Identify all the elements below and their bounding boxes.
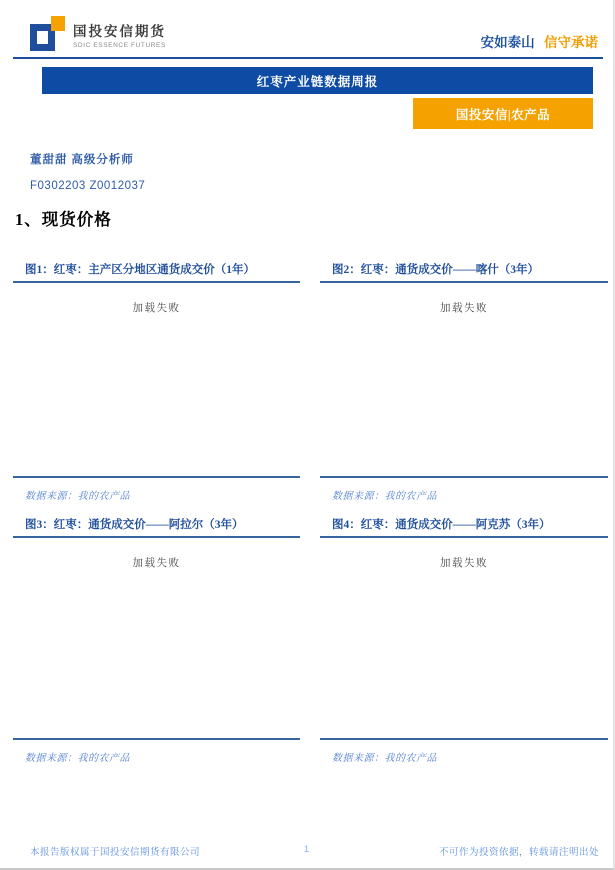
chart-source: 数据来源：我的农产品 [25, 753, 130, 764]
chart-title: 图3：红枣：通货成交价——阿拉尔（3年） [25, 518, 244, 531]
footer-disclaimer: 不可作为投资依据，转载请注明出处 [438, 848, 599, 858]
chart-load-failed-placeholder: 加载失败 [440, 558, 488, 569]
chart-area [320, 538, 608, 738]
chart-source: 数据来源：我的农产品 [332, 491, 437, 502]
category-banner: 国投安信|农产品 [413, 98, 593, 129]
analyst-name: 董甜甜 高级分析师 [30, 154, 134, 166]
chart-load-failed-placeholder: 加载失败 [132, 303, 181, 314]
slogan-blue-part: 安如泰山 [480, 35, 535, 50]
slogan-orange-part: 信守承诺 [544, 35, 598, 50]
chart-area [320, 283, 608, 476]
footer-copyright: 本报告版权属于国投安信期货有限公司 [30, 848, 201, 858]
chart-panel-1 [13, 256, 300, 502]
logo-orange-square-icon [51, 16, 65, 31]
chart-title: 图2：红枣：通货成交价——喀什（3年） [332, 263, 539, 276]
header-divider [13, 57, 603, 59]
chart-load-failed-placeholder: 加载失败 [132, 558, 181, 569]
company-slogan [481, 31, 598, 51]
section-heading: 1、现货价格 [15, 210, 112, 229]
chart-panel-2 [320, 256, 608, 502]
company-logo-icon [30, 16, 65, 52]
chart-load-failed-placeholder: 加载失败 [440, 303, 488, 314]
chart-area [13, 283, 300, 476]
chart-panel-4 [320, 511, 608, 764]
chart-title: 图1：红枣：主产区分地区通货成交价（1年） [25, 263, 255, 276]
report-title-banner: 红枣产业链数据周报 [42, 67, 593, 94]
chart-source: 数据来源：我的农产品 [25, 491, 130, 502]
company-name-en: SDIC ESSENCE FUTURES [73, 42, 166, 49]
chart-source: 数据来源：我的农产品 [332, 753, 437, 764]
analyst-credentials: F0302203 Z0012037 [30, 180, 146, 192]
company-logo-text [73, 20, 166, 49]
company-name: 国投安信期货 [73, 24, 166, 39]
chart-panel-3 [13, 511, 300, 764]
footer-page-number: 1 [303, 844, 310, 855]
chart-area [13, 538, 300, 738]
chart-title: 图4：红枣：通货成交价——阿克苏（3年） [332, 518, 551, 531]
